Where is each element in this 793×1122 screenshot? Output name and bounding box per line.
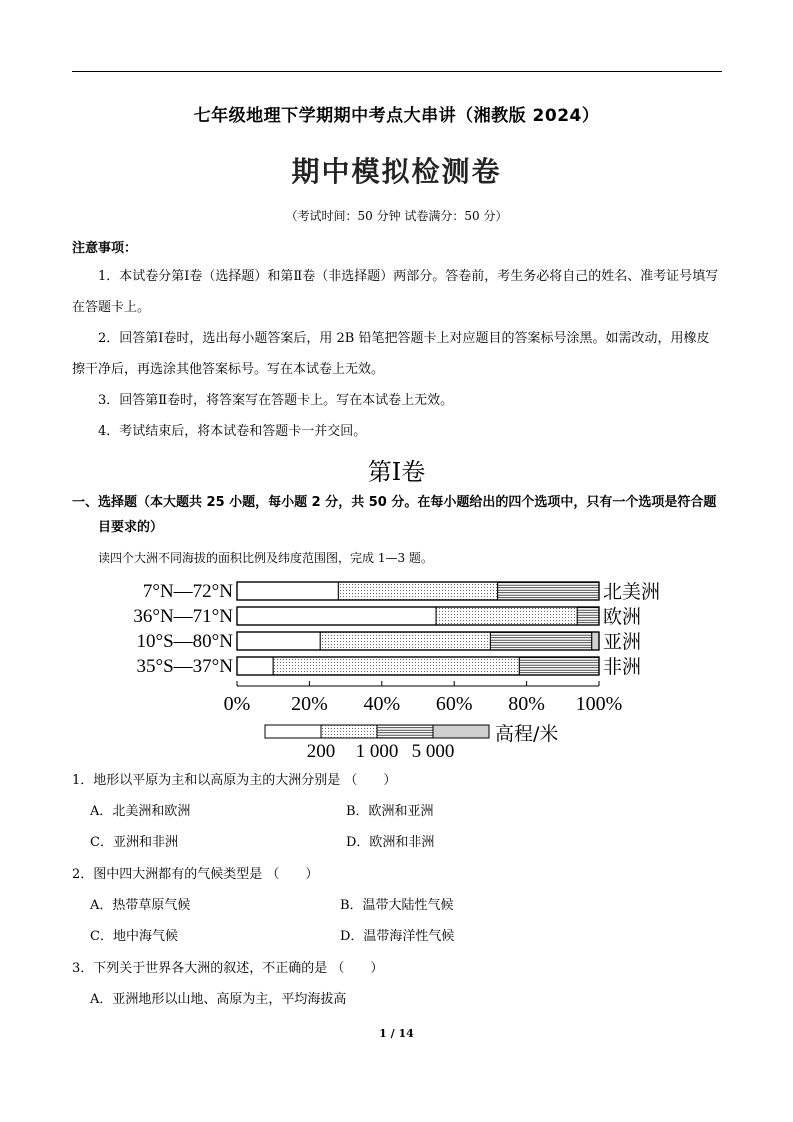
legend-swatch — [433, 725, 489, 738]
bar-segment — [592, 632, 599, 650]
latitude-label: 10°S—80°N — [136, 631, 233, 652]
q2-option-b[interactable]: B．温带大陆性气候 — [340, 898, 454, 913]
legend-swatch — [265, 725, 321, 738]
q2-option-d[interactable]: D．温带海洋性气候 — [340, 929, 455, 944]
bar-segment — [237, 607, 436, 625]
bar-segment — [237, 582, 338, 600]
section-title: 第Ⅰ卷 — [367, 458, 426, 486]
bar-segment — [237, 632, 320, 650]
bar-segment — [519, 657, 599, 675]
bar-segment — [237, 657, 273, 675]
q1-option-d[interactable]: D．欧洲和非洲 — [346, 835, 435, 850]
bar-segment — [577, 607, 599, 625]
legend-swatch — [377, 725, 433, 738]
continent-label: 北美洲 — [603, 581, 661, 603]
latitude-label: 35°S—37°N — [136, 656, 233, 677]
page-number: 1 / 14 — [379, 1027, 414, 1040]
notice-item-2: 2．回答第Ⅰ卷时，选出每小题答案后，用 2B 铅笔把答题卡上对应题目的答案标号涂黑。如需改动，用橡皮擦干净后，再选涂其他答案标号。写在本试卷上无效。 — [72, 331, 710, 377]
legend-title: 高程/米 — [495, 723, 559, 745]
bar-segment — [490, 632, 591, 650]
x-tick-label: 40% — [363, 693, 401, 715]
bar-segment — [273, 657, 519, 675]
continent-label: 非洲 — [603, 656, 642, 678]
q1-option-a[interactable]: A．北美洲和欧洲 — [90, 804, 191, 819]
bar-segment — [498, 582, 599, 600]
legend-boundary-label: 200 — [306, 741, 336, 762]
notice-heading: 注意事项： — [72, 241, 138, 256]
chart-instruction: 读四个大洲不同海拔的面积比例及纬度范围图，完成 1—3 题。 — [98, 551, 433, 565]
latitude-label: 7°N—72°N — [142, 581, 233, 602]
x-tick-label: 100% — [575, 693, 623, 715]
x-tick-label: 60% — [435, 693, 473, 715]
latitude-label: 36°N—71°N — [133, 606, 233, 627]
bar-segment — [436, 607, 577, 625]
q2-option-a[interactable]: A．热带草原气候 — [90, 898, 191, 913]
x-tick-label: 80% — [508, 693, 545, 715]
notice-item-1: 1．本试卷分第Ⅰ卷（选择题）和第Ⅱ卷（非选择题）两部分。答卷前，考生务必将自己的姓名、准考证号填写在答题卡上。 — [72, 269, 719, 315]
bar-segment — [320, 632, 490, 650]
x-tick-label: 0% — [223, 693, 251, 715]
continent-label: 欧洲 — [603, 606, 642, 628]
exam-info: （考试时间：50 分钟 试卷满分：50 分） — [285, 209, 508, 223]
notice-item-3: 3．回答第Ⅱ卷时，将答案写在答题卡上。写在本试卷上无效。 — [98, 393, 454, 408]
question-1: 1．地形以平原为主和以高原为主的大洲分别是 （ ） — [72, 773, 397, 788]
q1-option-b[interactable]: B．欧洲和亚洲 — [346, 804, 434, 819]
header-rule — [72, 71, 722, 72]
exam-title: 期中模拟检测卷 — [291, 155, 502, 188]
question-2: 2．图中四大洲都有的气候类型是 （ ） — [72, 867, 319, 882]
x-tick-label: 20% — [291, 693, 328, 715]
legend-boundary-label: 5 000 — [411, 741, 455, 762]
section-heading: 一、选择题（本大题共 25 小题，每小题 2 分，共 50 分。在每小题给出的四个选项中，只有一个选项是符合题目要求的） — [72, 495, 717, 535]
legend-swatch — [321, 725, 377, 738]
continent-label: 亚洲 — [603, 631, 642, 653]
q1-option-c[interactable]: C．亚洲和非洲 — [90, 835, 178, 850]
exam-subtitle: 七年级地理下学期期中考点大串讲（湘教版 2024） — [193, 106, 600, 126]
question-3: 3．下列关于世界各大洲的叙述，不正确的是 （ ） — [72, 961, 384, 976]
q3-option-a[interactable]: A．亚洲地形以山地、高原为主，平均海拔高 — [90, 992, 347, 1007]
legend-boundary-label: 1 000 — [355, 741, 399, 762]
elevation-chart — [120, 574, 680, 764]
notice-item-4: 4．考试结束后，将本试卷和答题卡一并交回。 — [98, 424, 367, 439]
bar-segment — [338, 582, 497, 600]
q2-option-c[interactable]: C．地中海气候 — [90, 929, 178, 944]
